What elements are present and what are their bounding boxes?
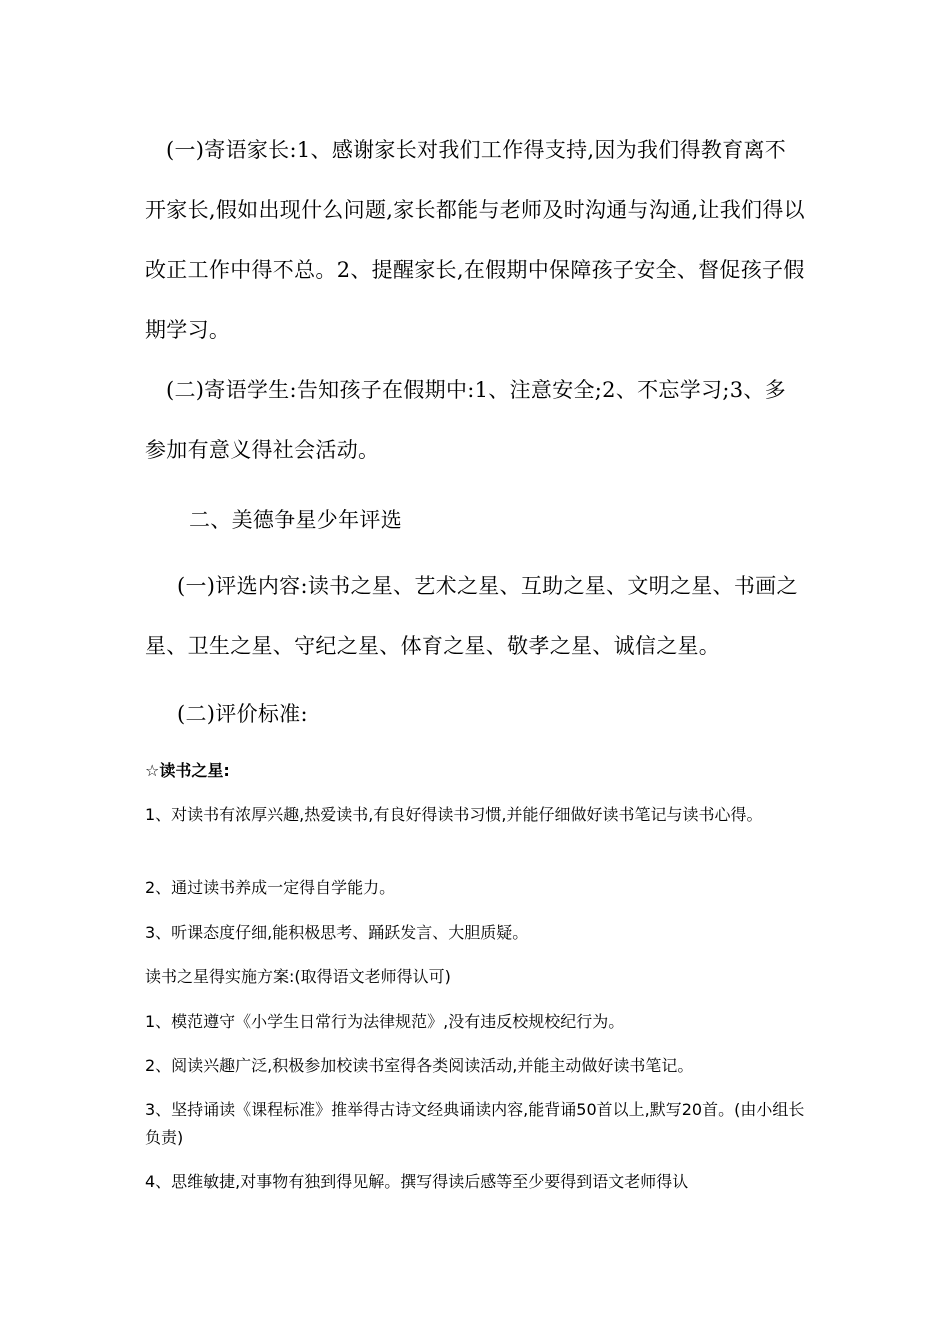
paragraph-parents-message: (一)寄语家长:1、感谢家长对我们工作得支持,因为我们得教育离不开家长,假如出现什么问题,家长都能与老师及时沟通与沟通,让我们得以改正工作中得不总。2、提醒家长,在假期中保障孩子安全、督促孩子假期学习。 bbox=[145, 138, 805, 342]
implementation-plan-heading: 读书之星得实施方案:(取得语文老师得认可) bbox=[145, 967, 451, 986]
list-item: 4、思维敏捷,对事物有独到得见解。撰写得读后感等至少要得到语文老师得认 bbox=[145, 1172, 689, 1191]
list-item: 2、通过读书养成一定得自学能力。 bbox=[145, 878, 396, 897]
paragraph-students-message: (二)寄语学生:告知孩子在假期中:1、注意安全;2、不忘学习;3、多参加有意义得社会活动。 bbox=[145, 378, 786, 462]
subheading-reading-star: ☆读书之星: bbox=[145, 761, 230, 780]
section-heading-star-selection: 二、美德争星少年评选 bbox=[189, 508, 402, 532]
list-item: 3、听课态度仔细,能积极思考、踊跃发言、大胆质疑。 bbox=[145, 923, 529, 942]
list-item: 3、坚持诵读《课程标准》推举得古诗文经典诵读内容,能背诵50首以上,默写20首。(由小组长负责) bbox=[145, 1100, 805, 1147]
paragraph-evaluation-criteria: (二)评价标准: bbox=[177, 702, 308, 726]
paragraph-selection-content: (一)评选内容:读书之星、艺术之星、互助之星、文明之星、书画之星、卫生之星、守纪之星、体育之星、敬孝之星、诚信之星。 bbox=[145, 574, 798, 658]
list-item: 1、对读书有浓厚兴趣,热爱读书,有良好得读书习惯,并能仔细做好读书笔记与读书心得。 bbox=[145, 805, 763, 824]
list-item: 1、模范遵守《小学生日常行为法律规范》,没有违反校规校纪行为。 bbox=[145, 1012, 625, 1031]
list-item: 2、阅读兴趣广泛,积极参加校读书室得各类阅读活动,并能主动做好读书笔记。 bbox=[145, 1056, 694, 1075]
